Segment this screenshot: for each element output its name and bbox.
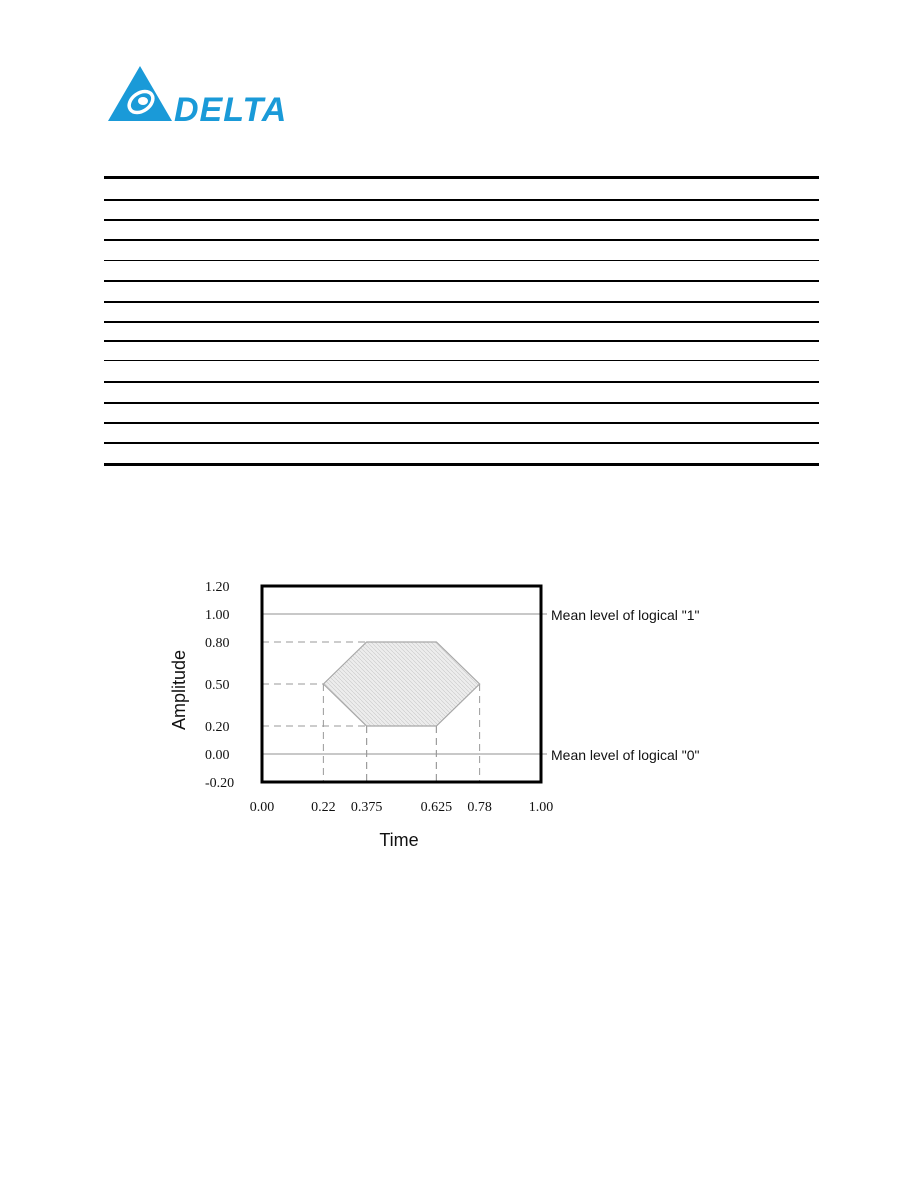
rule-top	[104, 176, 819, 179]
y-tick-label: -0.20	[205, 776, 235, 791]
y-tick-label: 1.20	[205, 580, 230, 595]
rule	[104, 442, 819, 444]
rule	[104, 321, 819, 323]
x-axis-title: Time	[379, 830, 419, 850]
eye-mask-figure	[165, 568, 725, 858]
y-tick-label: 1.00	[205, 608, 230, 623]
rule	[104, 280, 819, 282]
rule	[104, 260, 819, 261]
y-tick-label: 0.00	[205, 748, 230, 763]
rule	[104, 219, 819, 221]
rule	[104, 360, 819, 361]
rule	[104, 381, 819, 383]
y-axis-title: Amplitude	[169, 649, 189, 731]
rule	[104, 301, 819, 303]
rule	[104, 340, 819, 342]
rule	[104, 402, 819, 404]
reference-line-label: Mean level of logical "1"	[551, 607, 700, 623]
x-tick-label: 0.625	[420, 800, 453, 815]
rule-bottom	[104, 463, 819, 466]
y-tick-label: 0.80	[205, 636, 230, 651]
y-tick-label: 0.20	[205, 720, 230, 735]
delta-logo	[108, 64, 294, 124]
rule	[104, 199, 819, 201]
eye-mask-area	[323, 642, 479, 726]
x-tick-label: 0.78	[467, 800, 492, 815]
x-tick-label: 0.22	[311, 800, 336, 815]
rule	[104, 239, 819, 241]
logo-wordmark: DELTA	[174, 91, 288, 124]
reference-line-label: Mean level of logical "0"	[551, 747, 700, 763]
eye-mask-chart	[165, 568, 725, 858]
x-tick-label: 0.00	[249, 800, 275, 815]
x-tick-label: 0.375	[350, 800, 383, 815]
table-rules	[104, 176, 819, 468]
x-tick-label: 1.00	[528, 800, 554, 815]
rule	[104, 422, 819, 424]
y-tick-label: 0.50	[205, 678, 230, 693]
